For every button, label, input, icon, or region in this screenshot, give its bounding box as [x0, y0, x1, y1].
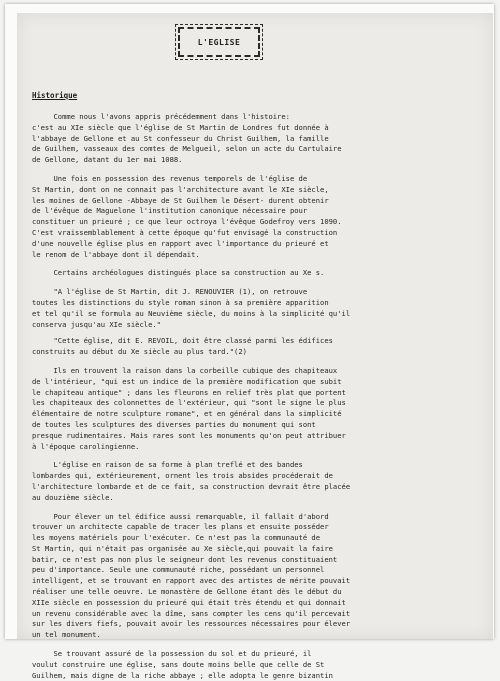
paragraph-gap — [32, 452, 480, 460]
text-line: l'abbaye de Gellone et au St confesseur du Christ Guilhem, la famille — [32, 133, 329, 143]
title-box — [178, 27, 260, 57]
text-line: L'église en raison de sa forme à plan treflé et des bandes — [32, 460, 303, 470]
paragraph — [32, 336, 480, 358]
typed-page — [17, 13, 493, 680]
text-line: toutes les distinctions du style roman sinon à sa première apparition — [32, 297, 329, 307]
text-line: XIIe siècle en possession du prieuré qui était très étendu et qui donnait — [32, 597, 346, 607]
text-line: intelligent, et se trouvant en rapport avec des artistes de mérite pouvait — [32, 576, 351, 586]
text-line: conserva jusqu'au XIe siècle." — [32, 319, 161, 329]
photo-frame — [5, 4, 494, 680]
text-line: à l'époque carolingienne. — [32, 441, 140, 451]
text-line: les moines de Gellone -Abbaye de St Guilhem le Désert- durent obtenir — [32, 195, 329, 205]
text-line: St Martin, qui n'était pas organisée au Xe siècle,qui pouvait la faire — [32, 543, 333, 553]
text-line: de l'intérieur, "qui est un indice de la première modification que subit — [32, 376, 342, 386]
paragraph — [32, 512, 480, 642]
paragraph — [32, 649, 480, 681]
text-line: presque rudimentaires. Mais rares sont les monuments qu'on peut attribuer — [32, 430, 346, 440]
paragraph — [32, 287, 480, 330]
text-line: d'une nouvelle église plus en rapport avec l'importance du prieuré et — [32, 238, 329, 248]
text-line: constituer un prieuré ; ce que leur octroya l'évêque Godefroy vers 1090. — [32, 217, 342, 227]
section-heading: Historique — [32, 91, 78, 100]
paragraph — [32, 268, 480, 279]
text-line: sur les divers fiefs, pouvait avoir les ressources nécessaires pour élever — [32, 619, 351, 629]
text-line: Certains archéologues distingués place sa construction au Xe s. — [32, 268, 325, 278]
paragraph-gap — [32, 358, 480, 366]
text-line: lombardes qui, extérieurement, ornent les trois absides procéderait de — [32, 471, 333, 481]
text-line: de l'évêque de Maguelone l'institution canonique nécessaire pour — [32, 206, 308, 216]
text-line: le renom de l'abbaye dont il dépendait. — [32, 249, 200, 259]
paragraph-gap — [32, 641, 480, 649]
text-line: "A l'église de St Martin, dit J. RENOUVIER (1), on retrouve — [32, 287, 308, 297]
text-line: construits au début du Xe siècle au plus tard."(2) — [32, 347, 247, 357]
paragraph — [32, 112, 480, 166]
text-line: élémentaire de notre sculpture romane", et en général dans la simplicité — [32, 409, 342, 419]
text-line: les moyens matériels pour l'exécuter. Ce n'est pas la communauté de — [32, 533, 321, 543]
text-line: batir, ce n'est pas non plus le seigneur dont les revenus constituaient — [32, 554, 338, 564]
text-line: réaliser une telle oeuvre. Le monastère de Gellone étant dès le début du — [32, 587, 342, 597]
text-line: l'architecture lombarde et de ce fait, sa construction devrait être placée — [32, 481, 351, 491]
text-line: St Martin, dont on ne connait pas l'architecture avant le XIe siècle, — [32, 184, 329, 194]
paragraph — [32, 460, 480, 503]
text-line: Comme nous l'avons appris précédemment dans l'histoire: — [32, 112, 290, 121]
paragraph-gap — [32, 504, 480, 512]
text-line: voulut construire une église, sans doute moins belle que celle de St — [32, 659, 325, 669]
text-line: peu d'importance. Seule une communauté riche, possédant un personnel — [32, 565, 325, 575]
text-line: les chapiteaux des colonnettes de l'extérieur, qui "sont le signe le plus — [32, 398, 346, 408]
text-line: un tel monument. — [32, 630, 101, 640]
text-line: au douzième siècle. — [32, 492, 114, 502]
document-body — [32, 112, 480, 681]
text-line: de Gellone, datant du 1er mai 1088. — [32, 155, 183, 165]
paragraph-gap — [32, 279, 480, 287]
page-title: L'EGLISE — [197, 37, 241, 47]
text-line: et tel qu'il se formula au Neuvième siècle, du moins à la simplicité qu'il — [32, 308, 351, 318]
text-line: C'est vraissemblablement à cette époque qu'fut envisagé la construction — [32, 227, 338, 237]
paragraph — [32, 366, 480, 452]
text-line: Une fois en possession des revenus temporels de l'église de — [32, 173, 308, 183]
text-line: de Guilhem, vasseaux des comtes de Melgueil, selon un acte du Cartulaire — [32, 144, 342, 154]
text-line: "Cette église, dit E. REVOIL, doit être classé parmi les édifices — [32, 336, 333, 346]
text-line: trouver un architecte capable de tracer les plans et ensuite posséder — [32, 522, 329, 532]
paragraph-gap — [32, 166, 480, 174]
text-line: un revenu considérable avec la dîme, sans compter les cens qu'il percevait — [32, 608, 351, 618]
text-line: le chapiteau antique" ; dans les fleurons en relief très plat que portent — [32, 387, 346, 397]
paragraph-gap — [32, 260, 480, 268]
text-line: Guilhem, mais digne de la riche abbaye ; elle adopta le genre bizantin — [32, 670, 333, 680]
text-line: de toutes les sculptures des diverses parties du monument qui sont — [32, 419, 316, 429]
text-line: Pour élever un tel édifice aussi remarquable, il fallait d'abord — [32, 511, 329, 521]
text-line: c'est au XIe siècle que l'église de St Martin de Londres fut donnée à — [32, 122, 329, 132]
text-line: Se trouvant assuré de la possession du sol et du prieuré, il — [32, 649, 312, 659]
paragraph — [32, 174, 480, 260]
text-line: Ils en trouvent la raison dans la corbeille cubique des chapiteaux — [32, 365, 338, 375]
